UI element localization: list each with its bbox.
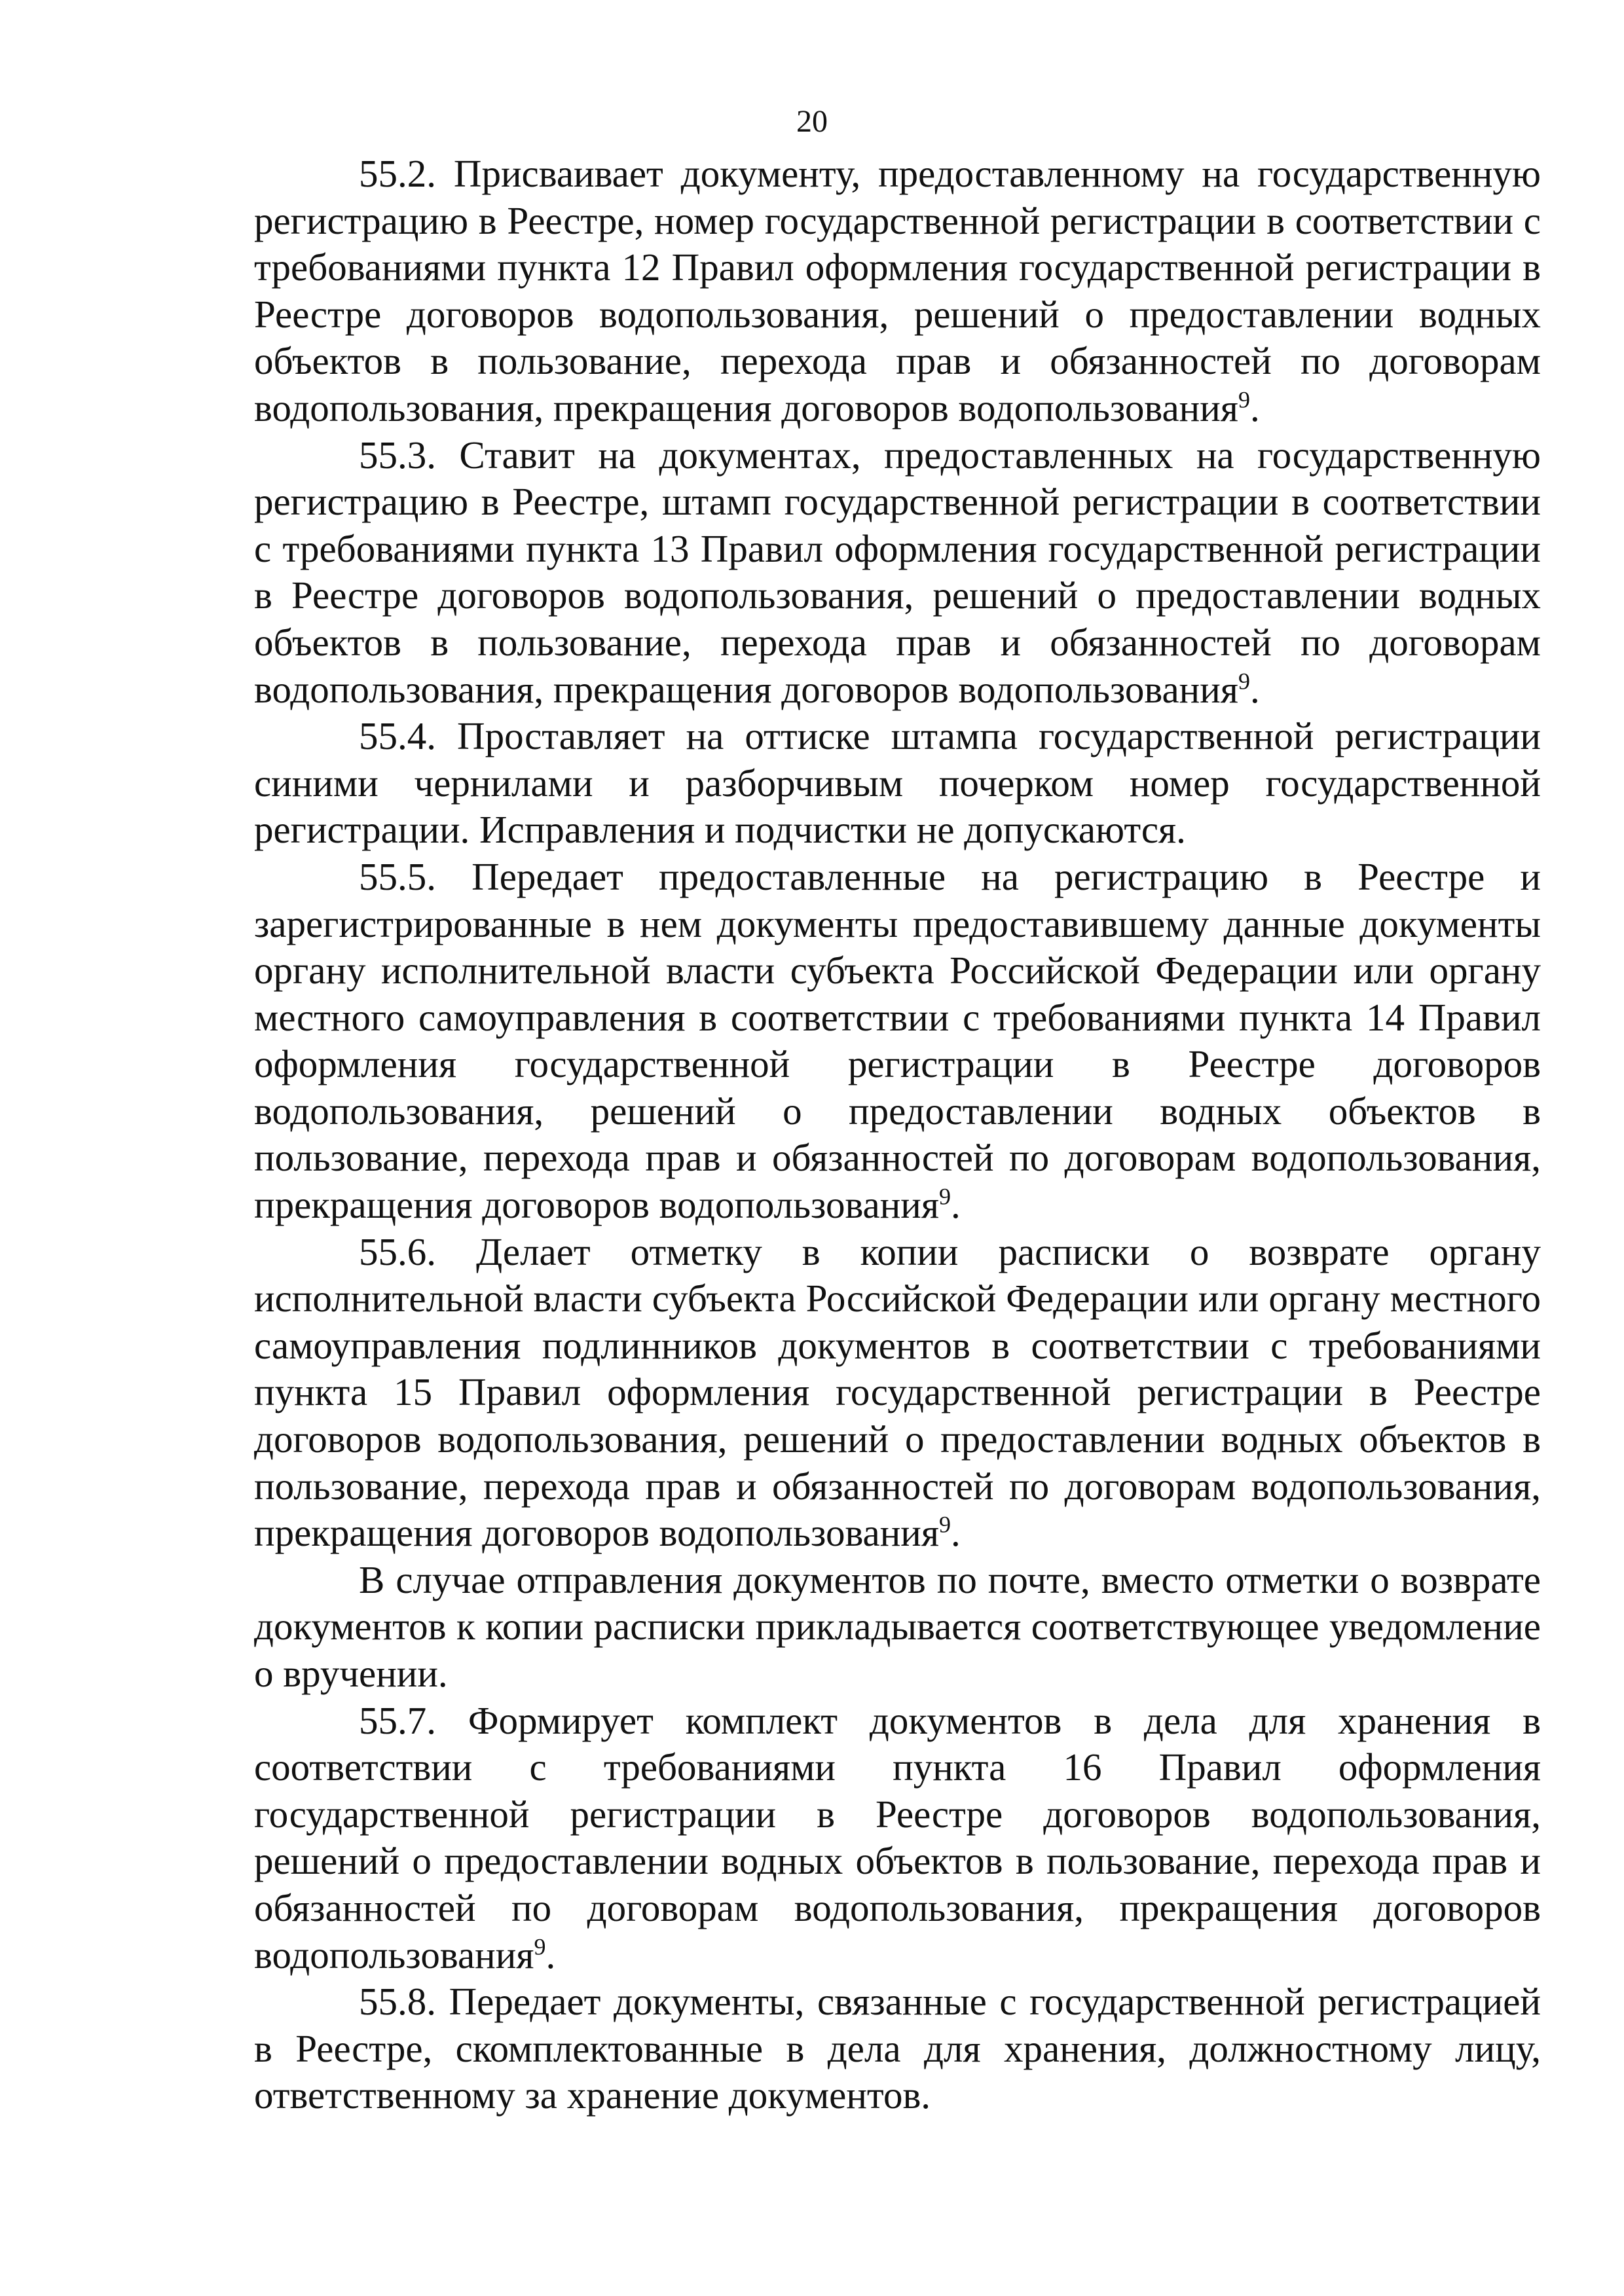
paragraph-55-7 xyxy=(254,1698,1541,1979)
paragraph-55-3 xyxy=(254,432,1541,714)
paragraph-postal-note xyxy=(254,1557,1541,1698)
paragraph-text: В случае отправления документов по почте, вместо отметки о возврате документов к копии расписки прикладывается соответствующее уведомление о вручении. xyxy=(254,1558,1541,1695)
paragraph-55-2 xyxy=(254,151,1541,432)
paragraph-tail: . xyxy=(951,1511,961,1555)
paragraph-55-8 xyxy=(254,1978,1541,2119)
paragraph-text: 55.8. Передает документы, связанные с государственной регистрацией в Реестре, скомплектованные в дела для хранения, должностному лицу, ответственному за хранение документов. xyxy=(254,1980,1541,2117)
paragraph-text: 55.2. Присваивает документу, предоставленному на государственную регистрацию в Реестре, номер государственной регистрации в соответствии с требованиями пункта 12 Правил оформления государственной регистрации в Реестре договоров водопользования, решений о предоставлении водных объектов в пользование, перехода прав и обязанностей по договорам водопользования, прекращения договоров водопользования xyxy=(254,152,1541,429)
paragraph-tail: . xyxy=(545,1933,556,1977)
paragraph-55-4 xyxy=(254,713,1541,854)
footnote-reference: 9 xyxy=(1238,667,1250,694)
paragraph-text: 55.6. Делает отметку в копии расписки о возврате органу исполнительной власти субъекта Российской Федерации или органу местного самоуправления подлинников документов в соответствии с требованиями пункта 15 Правил оформления государственной регистрации в Реестре договоров водопользования, решений о предоставлении водных объектов в пользование, перехода прав и обязанностей по договорам водопользования, прекращения договоров водопользования xyxy=(254,1230,1541,1555)
document-body xyxy=(254,151,1541,2119)
paragraph-55-5 xyxy=(254,854,1541,1229)
paragraph-text: 55.4. Проставляет на оттиске штампа государственной регистрации синими чернилами и разборчивым почерком номер государственной регистрации. Исправления и подчистки не допускаются. xyxy=(254,714,1541,852)
paragraph-tail: . xyxy=(1249,667,1260,711)
paragraph-text: 55.5. Передает предоставленные на регистрацию в Реестре и зарегистрированные в нем документы предоставившему данные документы органу исполнительной власти субъекта Российской Федерации или органу местного самоуправления в соответствии с требованиями пункта 14 Правил оформления государственной регистрации в Реестре договоров водопользования, решений о предоставлении водных объектов в пользование, перехода прав и обязанностей по договорам водопользования, прекращения договоров водопользования xyxy=(254,854,1541,1227)
paragraph-55-6 xyxy=(254,1229,1541,1557)
footnote-reference: 9 xyxy=(939,1183,951,1210)
footnote-reference: 9 xyxy=(1238,386,1250,413)
footnote-reference: 9 xyxy=(939,1511,951,1538)
page-number: 20 xyxy=(796,104,828,139)
paragraph-tail: . xyxy=(1249,386,1260,429)
paragraph-text: 55.3. Ставит на документах, предоставленных на государственную регистрацию в Реестре, штамп государственной регистрации в соответствии с требованиями пункта 13 Правил оформления государственной регистрации в Реестре договоров водопользования, решений о предоставлении водных объектов в пользование, перехода прав и обязанностей по договорам водопользования, прекращения договоров водопользования xyxy=(254,433,1541,711)
paragraph-tail: . xyxy=(951,1183,961,1227)
paragraph-text: 55.7. Формирует комплект документов в дела для хранения в соответствии с требованиями пункта 16 Правил оформления государственной регистрации в Реестре договоров водопользования, решений о предоставлении водных объектов в пользование, перехода прав и обязанностей по договорам водопользования, прекращения договоров водопользования xyxy=(254,1698,1541,1977)
footnote-reference: 9 xyxy=(534,1933,546,1959)
